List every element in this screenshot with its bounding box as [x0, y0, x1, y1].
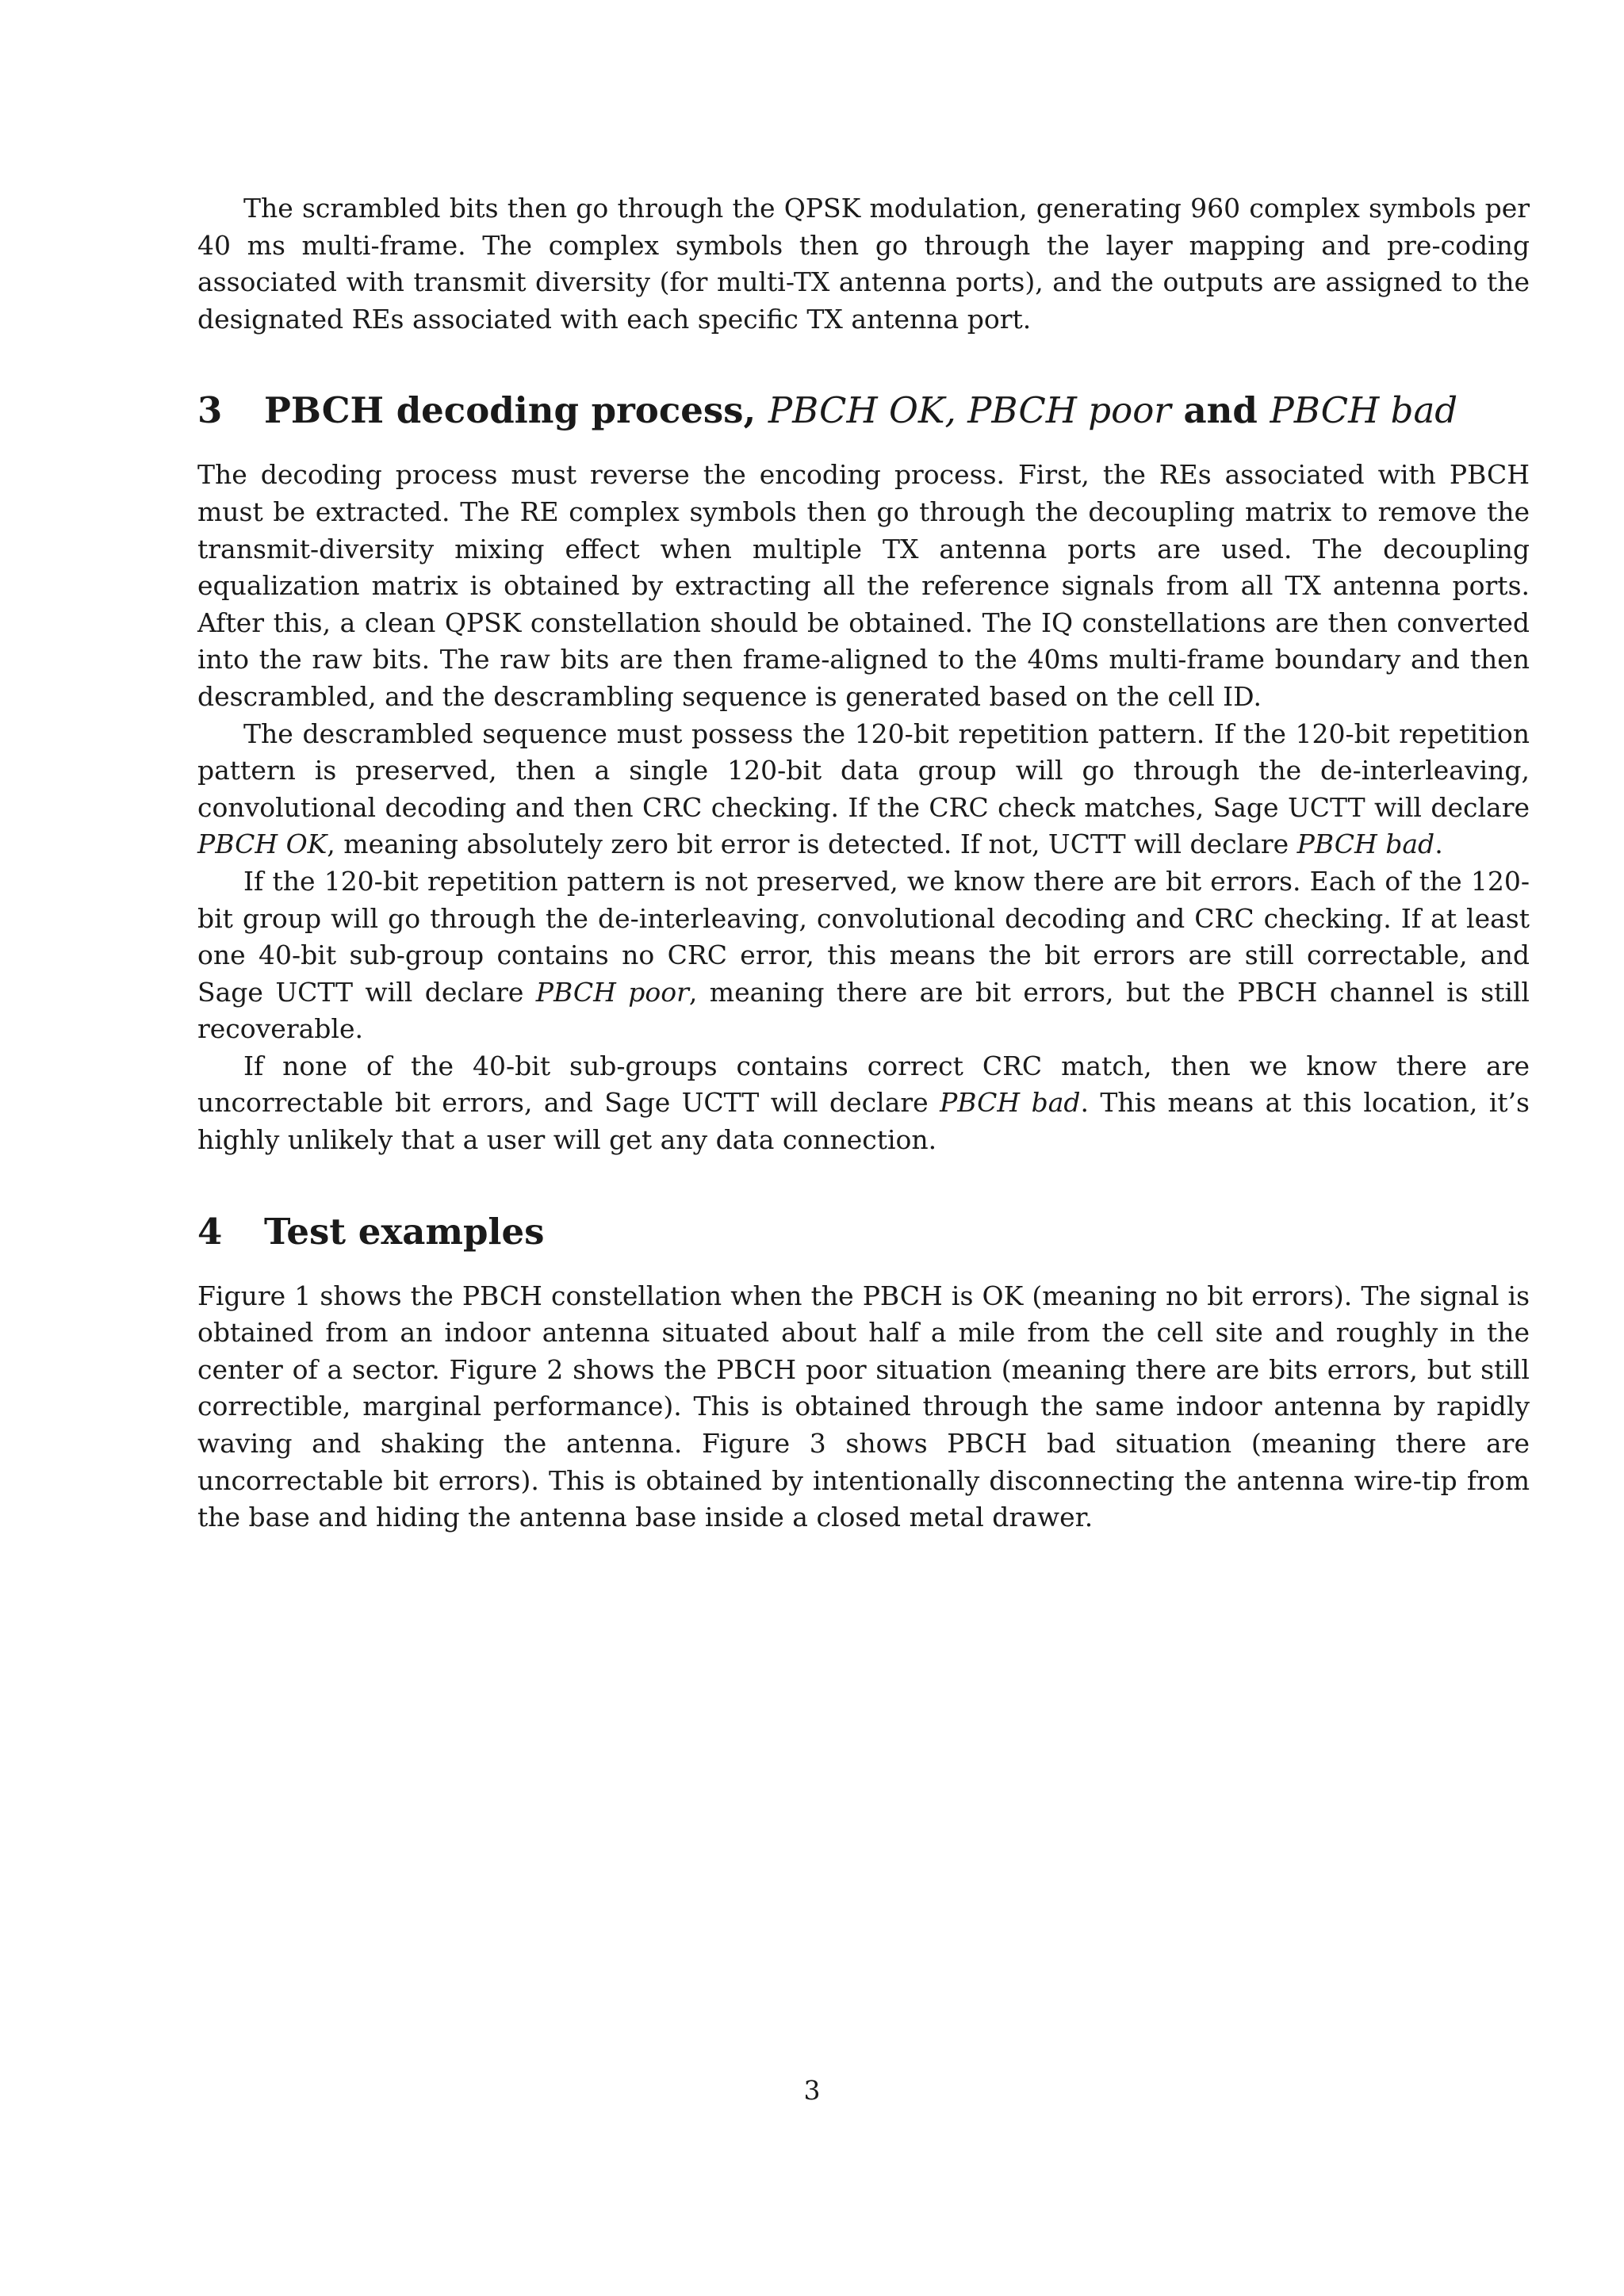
section-3-title-part2: and	[1170, 389, 1270, 432]
s3p2-italic-pbch-ok: PBCH OK	[197, 828, 327, 860]
s3p3-text-a: If the 120-bit repetition pattern is not preserved, we know there are bit errors. Each of the 120-bit group will go through the de-interleaving, convolutional decoding and CRC checking. If at least one 40-bit sub-group contains no CRC error, this means the bit errors are still correctable, and Sage UCTT will declare	[197, 865, 1530, 1008]
section-3-paragraph-3	[197, 863, 1530, 1048]
section-3-number: 3	[197, 389, 223, 432]
section-4-paragraph-1: Figure 1 shows the PBCH constellation when the PBCH is OK (meaning no bit errors). The signal is obtained from an indoor antenna situated about half a mile from the cell site and roughly in the center of a sector. Figure 2 shows the PBCH poor situation (meaning there are bits errors, but still correctible, marginal performance). This is obtained through the same indoor antenna by rapidly waving and shaking the antenna. Figure 3 shows PBCH bad situation (meaning there are uncorrectable bit errors). This is obtained by intentionally disconnecting the antenna wire-tip from the base and hiding the antenna base inside a closed metal drawer.	[197, 1280, 1530, 1533]
section-3-title	[264, 388, 1457, 433]
s3p4-text-b: . This means at this location, it’s highly unlikely that a user will get any data connection.	[197, 1087, 1530, 1156]
section-4-title: Test examples	[264, 1210, 545, 1253]
s3p2-italic-pbch-bad: PBCH bad	[1297, 828, 1435, 860]
section-3-title-italic-2: PBCH bad	[1270, 389, 1458, 432]
intro-paragraph: The scrambled bits then go through the QPSK modulation, generating 960 complex symbols per 40 ms multi-frame. The complex symbols then go through the layer mapping and pre-coding associated with transmit diversity (for multi-TX antenna ports), and the outputs are assigned to the designated REs associated with each specific TX antenna port.	[197, 193, 1530, 335]
section-3-paragraph-1: The decoding process must reverse the encoding process. First, the REs associated with PBCH must be extracted. The RE complex symbols then go through the decoupling matrix to remove the transmit-diversity mixing effect when multiple TX antenna ports are used. The decoupling equalization matrix is obtained by extracting all the reference signals from all TX antenna ports. After this, a clean QPSK constellation should be obtained. The IQ constellations are then converted into the raw bits. The raw bits are then frame-aligned to the 40ms multi-frame boundary and then descrambled, and the descrambling sequence is generated based on the cell ID.	[197, 459, 1530, 712]
s3p2-text-a: The descrambled sequence must possess the 120-bit repetition pattern. If the 120-bit repetition pattern is preserved, then a single 120-bit data group will go through the de-interleaving, convolutional decoding and then CRC checking. If the CRC check matches, Sage UCTT will declare	[197, 718, 1530, 823]
s3p4-italic-pbch-bad: PBCH bad	[940, 1087, 1081, 1119]
s3p2-text-b: , meaning absolutely zero bit error is detected. If not, UCTT will declare	[327, 828, 1297, 860]
s3p3-text-b: , meaning there are bit errors, but the PBCH channel is still recoverable.	[197, 976, 1530, 1045]
section-3-heading	[197, 388, 1530, 433]
section-3-paragraph-4	[197, 1048, 1530, 1159]
s3p3-italic-pbch-poor: PBCH poor	[535, 976, 689, 1008]
section-3-paragraph-2	[197, 716, 1530, 863]
page-number: 3	[803, 2075, 821, 2106]
section-4-heading	[197, 1210, 1530, 1254]
section-3-title-italic-1: PBCH OK, PBCH poor	[768, 389, 1171, 432]
section-4-number: 4	[197, 1210, 223, 1253]
page-content	[197, 190, 1530, 1536]
s3p4-text-a: If none of the 40-bit sub-groups contains correct CRC match, then we know there are uncorrectable bit errors, and Sage UCTT will declare	[197, 1050, 1530, 1119]
section-3-title-part1: PBCH decoding process,	[264, 389, 768, 432]
s3p2-text-c: .	[1434, 828, 1443, 860]
